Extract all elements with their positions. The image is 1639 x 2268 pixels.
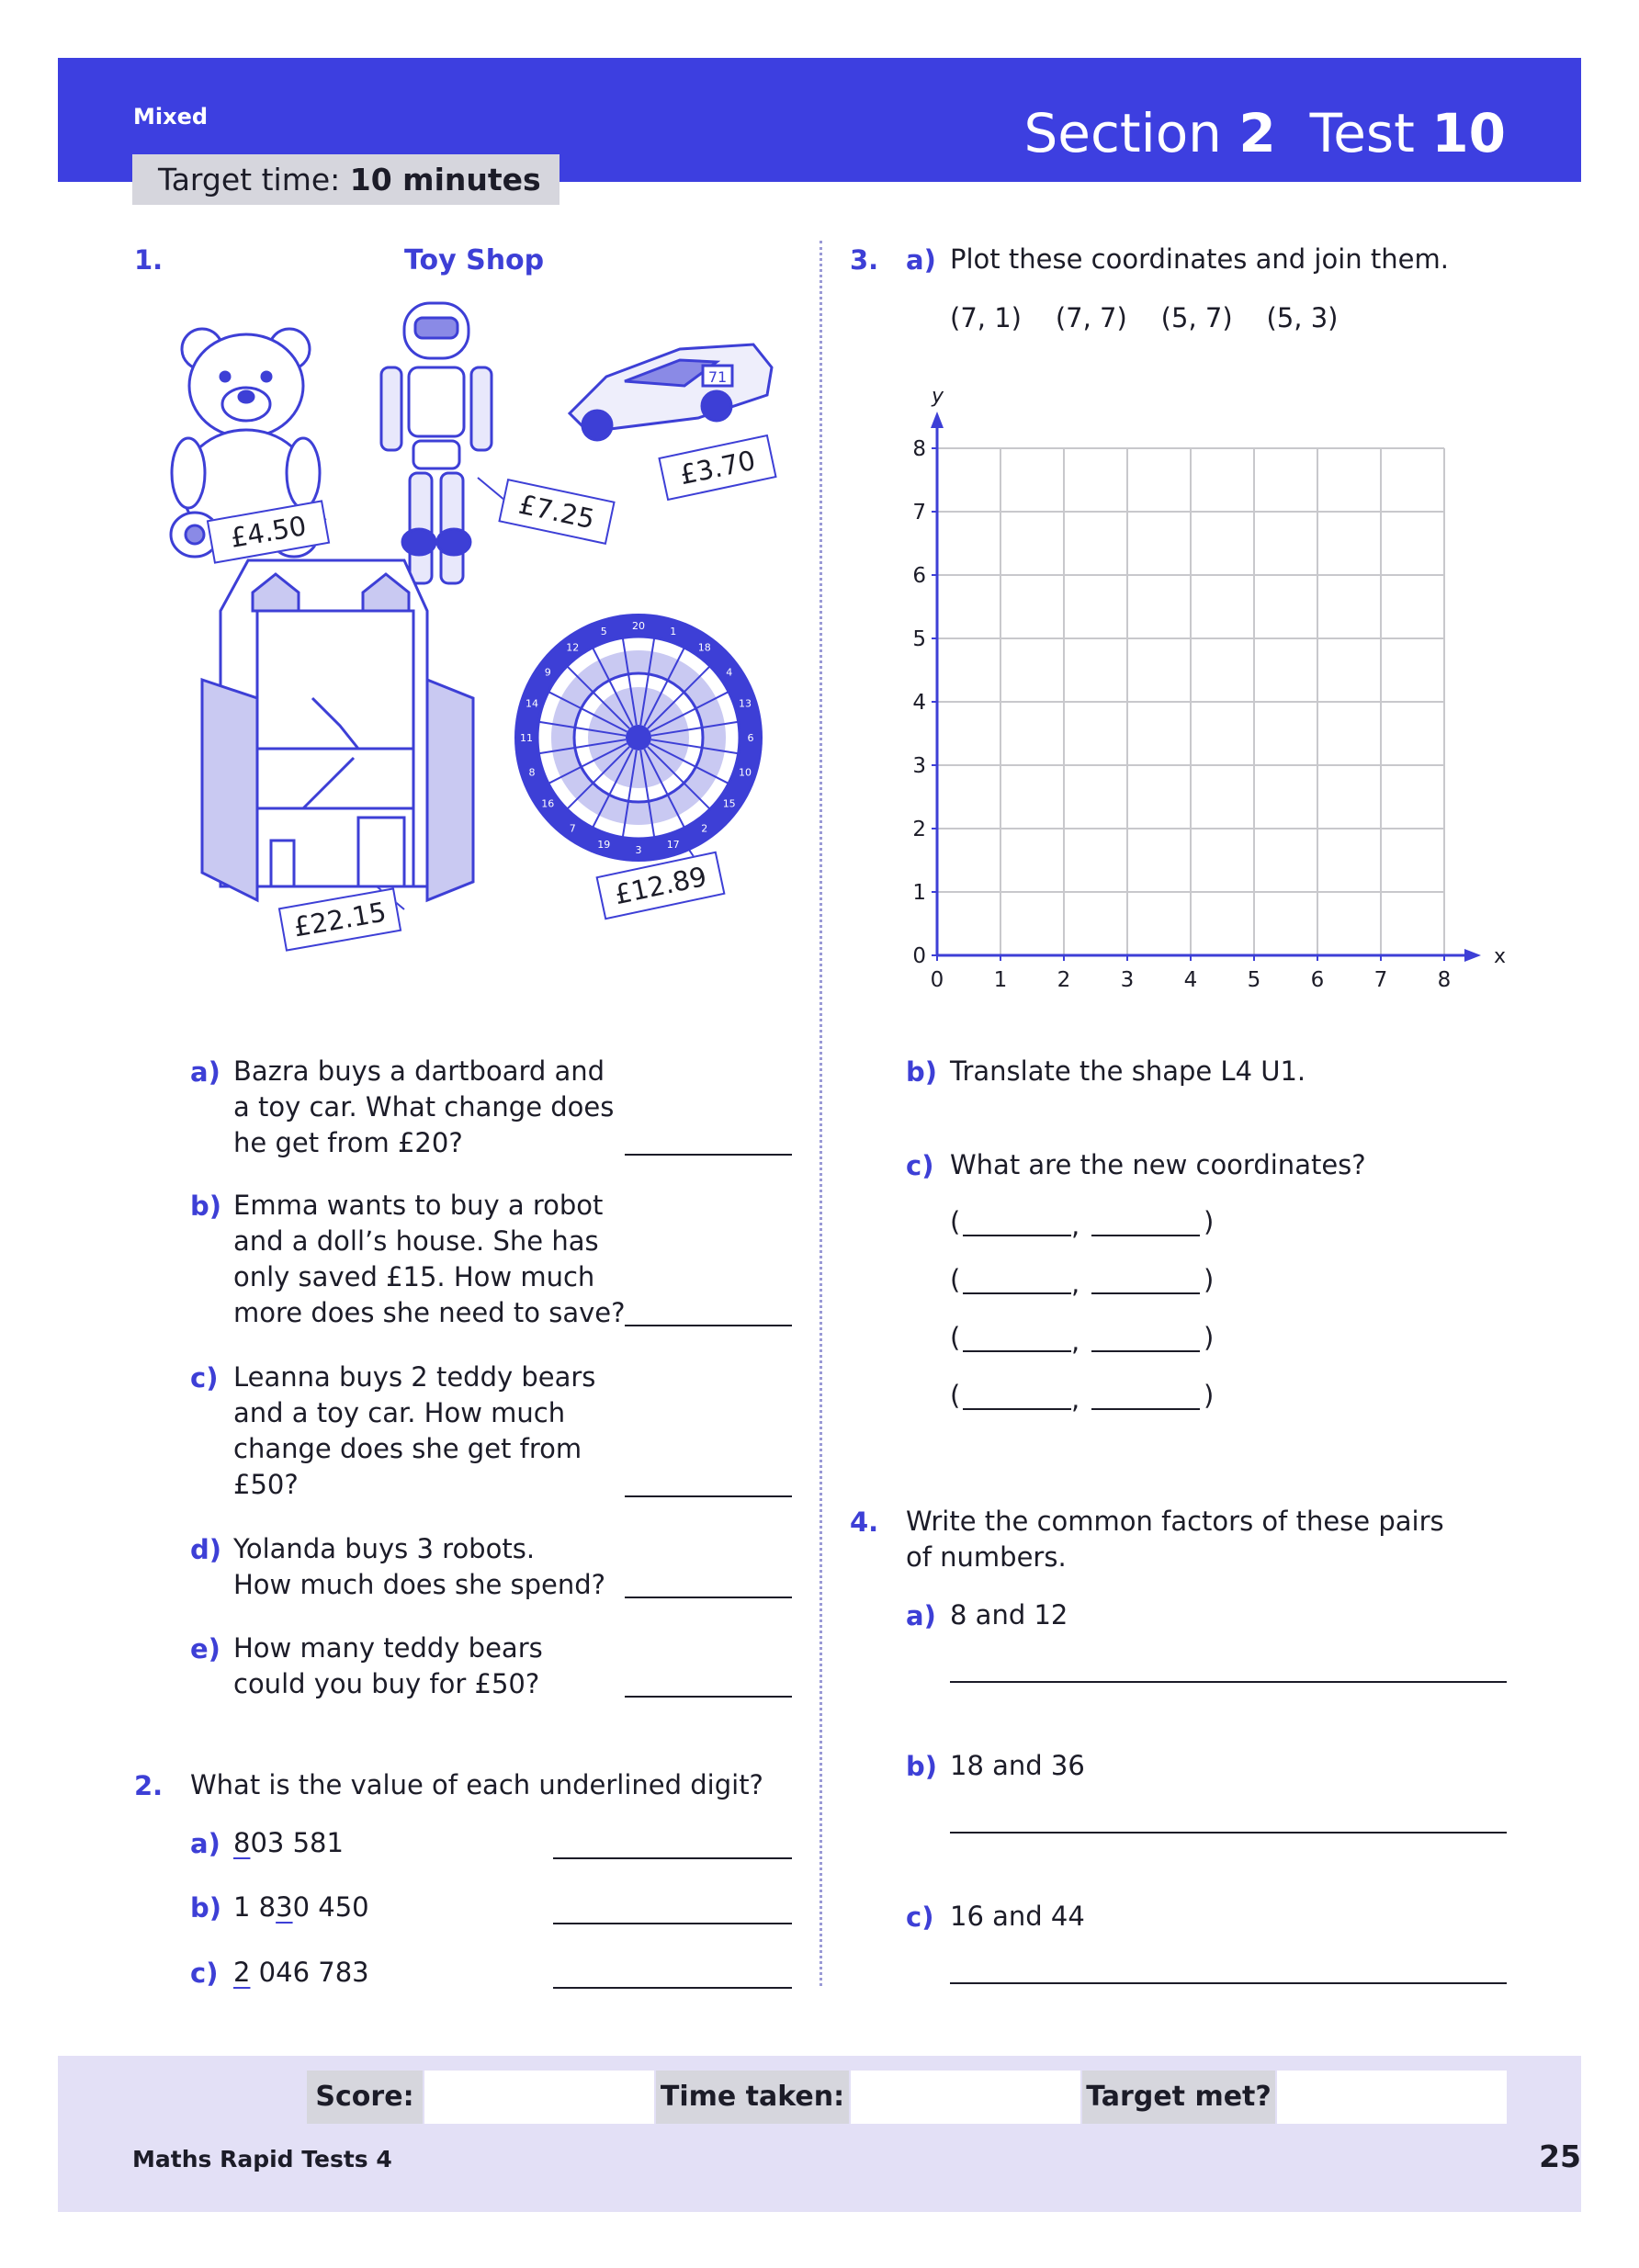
- q4-number: 4.: [850, 1506, 879, 1538]
- answer-blank[interactable]: [963, 1292, 1071, 1294]
- q3-c-text: What are the new coordinates?: [950, 1149, 1366, 1180]
- underlined-digit: 3: [276, 1891, 293, 1923]
- q1-part-text: [233, 1531, 638, 1603]
- coordinate-answer-row[interactable]: [950, 1320, 1226, 1357]
- q2-number-value: [233, 1825, 344, 1861]
- answer-line[interactable]: [950, 1982, 1507, 1984]
- x-tick-label: 7: [1373, 968, 1388, 992]
- comma: ,: [1071, 1210, 1080, 1241]
- text-line: Yolanda buys 3 robots.: [233, 1533, 536, 1564]
- y-tick-label: 1: [912, 881, 926, 905]
- coordinate-answer-row[interactable]: [950, 1204, 1226, 1241]
- y-tick-label: 5: [912, 627, 926, 651]
- answer-line[interactable]: [625, 1597, 792, 1598]
- answer-line[interactable]: [950, 1832, 1507, 1834]
- comma: ,: [1071, 1383, 1080, 1415]
- q3-part-label: c): [906, 1150, 934, 1181]
- text-line: a toy car. What change does: [233, 1091, 615, 1123]
- q4-part-label: a): [906, 1600, 936, 1631]
- dartboard-number: 7: [569, 822, 576, 835]
- q4-part-label: c): [906, 1901, 934, 1933]
- y-tick-label: 7: [912, 501, 926, 525]
- answer-line[interactable]: [553, 1987, 792, 1989]
- q3-b-text: Translate the shape L4 U1.: [950, 1055, 1306, 1087]
- comma: ,: [1071, 1268, 1080, 1299]
- answer-blank[interactable]: [963, 1350, 1071, 1352]
- q4-part-text: 8 and 12: [950, 1599, 1068, 1630]
- x-tick-label: 0: [930, 968, 944, 992]
- q3-coordinates: (7, 1) (7, 7) (5, 7) (5, 3): [950, 302, 1339, 333]
- dartboard-number: 19: [597, 839, 611, 852]
- answer-line[interactable]: [625, 1696, 792, 1698]
- dartboard-number: 1: [670, 625, 677, 638]
- dartboard-number: 4: [726, 666, 733, 679]
- y-tick-label: 4: [912, 691, 926, 715]
- title-prefix: Section: [1023, 102, 1222, 164]
- q1-part-label: d): [190, 1534, 222, 1565]
- text-line: change does she get from: [233, 1433, 582, 1464]
- book-title: Maths Rapid Tests 4: [132, 2146, 392, 2172]
- comma: ,: [1071, 1326, 1080, 1357]
- text-line: Bazra buys a dartboard and: [233, 1055, 605, 1087]
- text-line: and a doll’s house. She has: [233, 1225, 599, 1257]
- dartboard-number: 5: [600, 625, 607, 638]
- q3-number: 3.: [850, 244, 879, 276]
- dartboard-number: 16: [541, 797, 555, 810]
- dartboard-number: 20: [632, 620, 645, 632]
- y-tick-label: 6: [912, 564, 926, 588]
- x-tick-label: 3: [1120, 968, 1135, 992]
- dollhouse-icon: [202, 560, 473, 900]
- underlined-digit: 2: [233, 1957, 251, 1988]
- answer-blank[interactable]: [1091, 1408, 1200, 1410]
- q1-part-label: b): [190, 1190, 222, 1222]
- answer-line[interactable]: [553, 1923, 792, 1924]
- answer-line[interactable]: [625, 1154, 792, 1156]
- column-divider: [820, 241, 822, 1986]
- score-label: Score:: [307, 2071, 423, 2124]
- q1-part-label: e): [190, 1633, 220, 1664]
- dartboard-number: 15: [722, 797, 736, 810]
- q1-heading: Toy Shop: [404, 244, 545, 276]
- score-box[interactable]: [424, 2071, 654, 2124]
- q4-text: [906, 1504, 1549, 1575]
- digits-after: 0 450: [292, 1891, 369, 1923]
- open-paren: (: [950, 1206, 961, 1237]
- dartboard-icon: [514, 614, 763, 862]
- page-number: 25: [1539, 2138, 1581, 2174]
- price-tag-car: £3.70: [658, 434, 776, 501]
- close-paren: ): [1204, 1380, 1215, 1411]
- dartboard-number: 10: [739, 766, 752, 779]
- open-paren: (: [950, 1322, 961, 1353]
- page-title: [863, 102, 1506, 166]
- q3-part-label: b): [906, 1056, 938, 1088]
- open-paren: (: [950, 1264, 961, 1295]
- q2-number: 2.: [134, 1770, 164, 1801]
- answer-blank[interactable]: [963, 1408, 1071, 1410]
- target-met-label: Target met?: [1082, 2071, 1275, 2124]
- close-paren: ): [1204, 1264, 1215, 1295]
- x-axis-arrow: [1464, 949, 1481, 962]
- underlined-digit: 8: [233, 1827, 251, 1858]
- dartboard-number: 3: [635, 844, 642, 856]
- dartboard-number: 8: [528, 766, 536, 779]
- x-tick-label: 6: [1310, 968, 1325, 992]
- q1-part-label: c): [190, 1362, 219, 1394]
- text-line: How many teddy bears: [233, 1632, 543, 1664]
- answer-line[interactable]: [625, 1495, 792, 1497]
- q1-part-text: [233, 1360, 638, 1503]
- q3-part-label: a): [906, 244, 936, 276]
- y-axis-label: y: [932, 385, 944, 408]
- dartboard-number: 13: [739, 697, 752, 710]
- price-tag-teddy: £4.50: [207, 500, 330, 563]
- y-tick-label: 2: [912, 818, 926, 841]
- target-time: [132, 154, 560, 205]
- open-paren: (: [950, 1380, 961, 1411]
- text-line: Leanna buys 2 teddy bears: [233, 1361, 596, 1393]
- y-tick-label: 0: [912, 944, 926, 968]
- text-line: he get from £20?: [233, 1127, 463, 1158]
- digits-after: 046 783: [250, 1957, 369, 1988]
- q1-part-label: a): [190, 1056, 220, 1088]
- q4-part-label: b): [906, 1751, 938, 1782]
- text-line: of numbers.: [906, 1541, 1067, 1573]
- text-line: £50?: [233, 1469, 299, 1500]
- y-axis-arrow: [931, 412, 944, 428]
- q2-number-value: [233, 1955, 369, 1991]
- q1-part-text: [233, 1188, 638, 1331]
- dartboard-number: 17: [666, 839, 680, 852]
- q2-part-label: b): [190, 1892, 222, 1924]
- answer-blank[interactable]: [1091, 1350, 1200, 1352]
- text-line: more does she need to save?: [233, 1297, 626, 1328]
- x-tick-label: 1: [993, 968, 1008, 992]
- text-line: and a toy car. How much: [233, 1397, 566, 1428]
- text-line: How much does she spend?: [233, 1569, 606, 1600]
- price-tag-robot: £7.25: [498, 479, 615, 545]
- robot-icon: [381, 303, 492, 583]
- svg-text:71: 71: [707, 368, 728, 386]
- x-tick-label: 5: [1247, 968, 1261, 992]
- x-tick-label: 4: [1183, 968, 1198, 992]
- coordinate-answer-row[interactable]: [950, 1262, 1226, 1299]
- text-line: Write the common factors of these pairs: [906, 1506, 1444, 1537]
- x-tick-label: 2: [1057, 968, 1071, 992]
- target-time-value: 10 minutes: [349, 162, 541, 197]
- q2-number-value: [233, 1890, 369, 1925]
- q2-part-label: c): [190, 1958, 219, 1989]
- text-line: only saved £15. How much: [233, 1261, 595, 1292]
- y-tick-label: 3: [912, 754, 926, 778]
- q4-part-text: 16 and 44: [950, 1901, 1085, 1932]
- q3-a-text: Plot these coordinates and join them.: [950, 243, 1449, 275]
- dartboard-number: 14: [525, 697, 538, 710]
- time-taken-box[interactable]: [851, 2071, 1080, 2124]
- x-axis-label: x: [1494, 945, 1507, 968]
- dartboard-number: 6: [747, 732, 754, 744]
- toy-car-icon: [570, 344, 772, 440]
- target-time-label: Target time:: [158, 162, 341, 197]
- answer-line[interactable]: [950, 1681, 1507, 1683]
- category-label: Mixed: [133, 104, 209, 130]
- q2-text: What is the value of each underlined digit?: [190, 1769, 763, 1800]
- coordinate-grid[interactable]: [882, 377, 1507, 1001]
- dartboard-number: 11: [520, 732, 533, 744]
- q1-number: 1.: [134, 244, 164, 276]
- section-number: 2: [1238, 102, 1276, 164]
- answer-line[interactable]: [553, 1857, 792, 1859]
- time-taken-label: Time taken:: [656, 2071, 849, 2124]
- dartboard-number: 9: [544, 666, 551, 679]
- answer-blank[interactable]: [963, 1235, 1071, 1236]
- coordinate-answer-row[interactable]: [950, 1378, 1226, 1415]
- digits-after: 03 581: [250, 1827, 344, 1858]
- dartboard-number: 12: [566, 641, 580, 654]
- x-tick-label: 8: [1437, 968, 1452, 992]
- test-number: 10: [1431, 102, 1506, 164]
- answer-blank[interactable]: [1091, 1235, 1200, 1236]
- dartboard-number: 2: [701, 822, 708, 835]
- q2-part-label: a): [190, 1828, 220, 1859]
- q4-part-text: 18 and 36: [950, 1750, 1085, 1781]
- text-line: could you buy for £50?: [233, 1668, 540, 1699]
- answer-blank[interactable]: [1091, 1292, 1200, 1294]
- price-tag-dollhouse: £22.15: [278, 887, 401, 951]
- close-paren: ): [1204, 1206, 1215, 1237]
- dartboard-number: 18: [697, 641, 711, 654]
- title-middle: Test: [1309, 102, 1415, 164]
- answer-line[interactable]: [625, 1325, 792, 1326]
- q1-part-text: [233, 1054, 638, 1161]
- target-met-box[interactable]: [1277, 2071, 1507, 2124]
- digits-before: 1 8: [233, 1891, 277, 1923]
- price-tag-dartboard: £12.89: [595, 852, 725, 920]
- q1-part-text: [233, 1630, 638, 1702]
- y-tick-label: 8: [912, 437, 926, 461]
- text-line: Emma wants to buy a robot: [233, 1190, 604, 1221]
- close-paren: ): [1204, 1322, 1215, 1353]
